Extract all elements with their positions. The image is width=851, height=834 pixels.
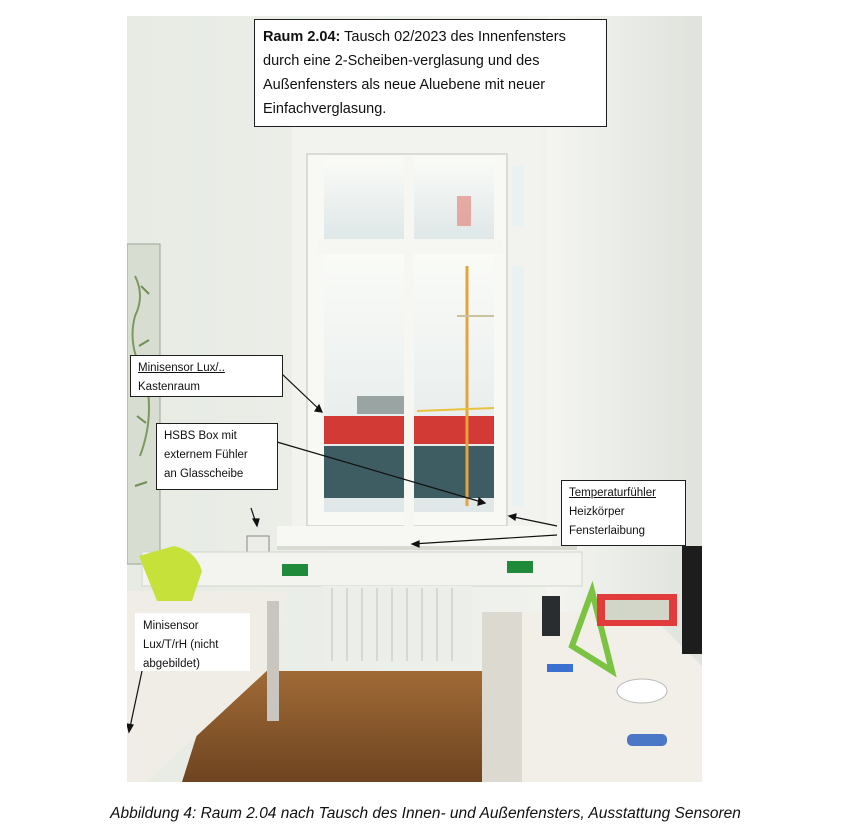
- figure-caption: Abbildung 4: Raum 2.04 nach Tausch des Innen- und Außenfensters, Ausstattung Sensoren: [110, 805, 741, 822]
- minisensor-kastenraum-line2: Kastenraum: [138, 381, 201, 393]
- temperaturfuehler-line3: Fensterlaibung: [569, 525, 646, 537]
- temperaturfuehler-line1: Temperaturfühler: [569, 487, 656, 499]
- minisensor-raum-line3: abgebildet): [143, 658, 200, 670]
- minisensor-raum-line1: Minisensor: [143, 620, 199, 632]
- hsbs-box-line3: an Glasscheibe: [164, 468, 244, 480]
- minisensor-kastenraum-line1: Minisensor Lux/..: [138, 362, 225, 374]
- minisensor-kastenraum-label: [130, 355, 283, 397]
- temperaturfuehler-label: [561, 480, 686, 546]
- hsbs-box-line1: HSBS Box mit: [164, 430, 237, 442]
- hsbs-box-label: [156, 423, 278, 490]
- main-annotation-text: Tausch 02/2023 des Innenfensters durch eine 2-Scheiben-verglasung und des Außenfensters als neue Aluebene mit neuer Einfachverglasung.: [263, 29, 566, 117]
- hsbs-box-line2: externem Fühler: [164, 449, 248, 461]
- temperaturfuehler-line2: Heizkörper: [569, 506, 625, 518]
- minisensor-raum-label: [135, 613, 250, 671]
- minisensor-raum-line2: Lux/T/rH (nicht: [143, 639, 219, 651]
- main-annotation-box: [254, 19, 607, 127]
- main-annotation-title: Raum 2.04:: [263, 29, 341, 45]
